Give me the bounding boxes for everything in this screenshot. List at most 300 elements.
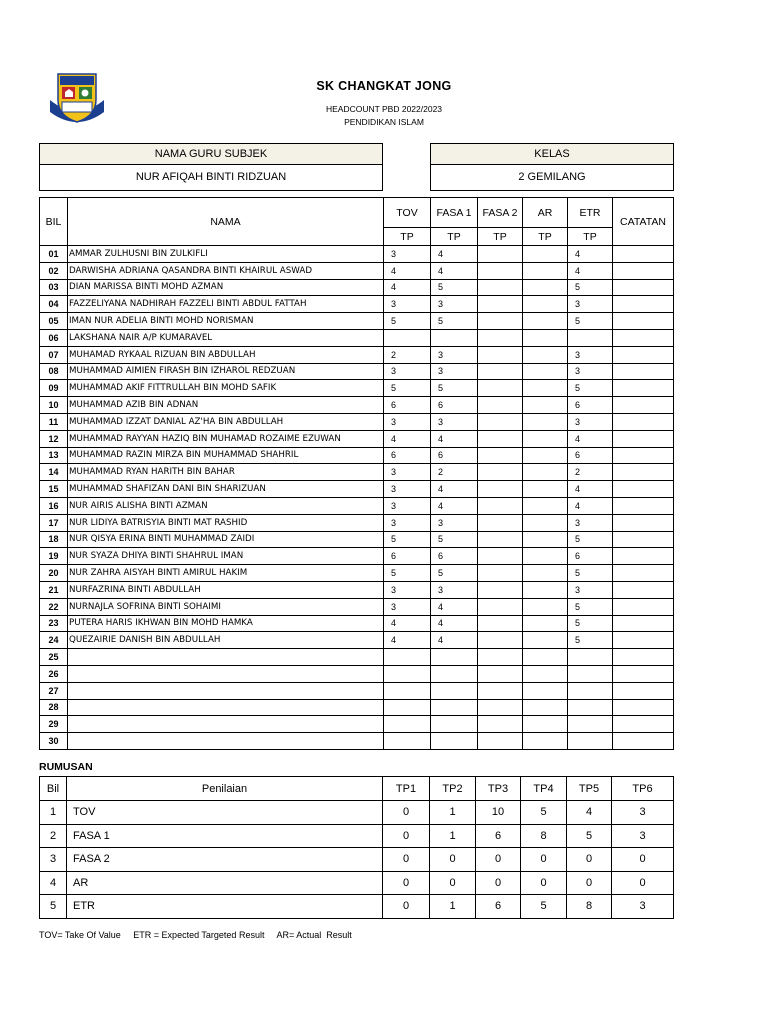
- catatan-cell: [613, 430, 674, 447]
- score-ar: [523, 665, 568, 682]
- row-bil: 16: [40, 497, 68, 514]
- score-f2: [478, 464, 523, 481]
- summary-row: [40, 895, 674, 919]
- score-tov: 4: [384, 615, 431, 632]
- score-etr: [568, 733, 613, 750]
- row-bil: 04: [40, 296, 68, 313]
- row-bil: 30: [40, 733, 68, 750]
- score-f1: 2: [431, 464, 478, 481]
- student-name: [68, 682, 384, 699]
- score-f2: [478, 497, 523, 514]
- summary-tp1-header: TP1: [383, 777, 430, 801]
- score-f1: 3: [431, 363, 478, 380]
- score-etr: 5: [568, 598, 613, 615]
- score-ar: [523, 413, 568, 430]
- student-name: NUR QISYA ERINA BINTI MUHAMMAD ZAIDI: [68, 531, 384, 548]
- catatan-cell: [613, 279, 674, 296]
- student-name: MUHAMMAD AIMIEN FIRASH BIN IZHAROL REDZUAN: [68, 363, 384, 380]
- score-tov: 3: [384, 514, 431, 531]
- catatan-cell: [613, 665, 674, 682]
- score-f1: 6: [431, 447, 478, 464]
- student-row: [40, 380, 674, 397]
- student-name: [68, 716, 384, 733]
- summary-row: [40, 824, 674, 848]
- student-row: [40, 649, 674, 666]
- summary-tp3-header: TP3: [476, 777, 521, 801]
- score-ar: [523, 581, 568, 598]
- student-name: IMAN NUR ADELIA BINTI MOHD NORISMAN: [68, 313, 384, 330]
- summary-bil: 3: [40, 848, 67, 872]
- score-f1: 5: [431, 380, 478, 397]
- student-name: MUHAMMAD AZIB BIN ADNAN: [68, 397, 384, 414]
- score-ar: [523, 565, 568, 582]
- score-tov: [384, 699, 431, 716]
- score-ar: [523, 346, 568, 363]
- score-etr: [568, 665, 613, 682]
- score-tov: 3: [384, 464, 431, 481]
- score-f1: 3: [431, 413, 478, 430]
- summary-bil: 5: [40, 895, 67, 919]
- summary-penilaian: ETR: [67, 895, 383, 919]
- catatan-cell: [613, 497, 674, 514]
- row-bil: 10: [40, 397, 68, 414]
- row-bil: 09: [40, 380, 68, 397]
- row-bil: 23: [40, 615, 68, 632]
- row-bil: 22: [40, 598, 68, 615]
- row-bil: 15: [40, 481, 68, 498]
- teacher-name: NUR AFIQAH BINTI RIDZUAN: [135, 171, 287, 183]
- score-etr: 5: [568, 632, 613, 649]
- summary-tp1-value: 0: [383, 895, 430, 919]
- student-table: [39, 197, 674, 750]
- score-etr: [568, 699, 613, 716]
- score-etr: 2: [568, 464, 613, 481]
- catatan-cell: [613, 649, 674, 666]
- score-etr: [568, 329, 613, 346]
- score-f2: [478, 296, 523, 313]
- summary-tp6-value: 3: [612, 801, 674, 825]
- score-ar: [523, 246, 568, 263]
- score-ar: [523, 447, 568, 464]
- summary-tp5-header: TP5: [567, 777, 612, 801]
- score-f1: [431, 665, 478, 682]
- row-bil: 24: [40, 632, 68, 649]
- row-bil: 25: [40, 649, 68, 666]
- catatan-cell: [613, 514, 674, 531]
- student-name: NURFAZRINA BINTI ABDULLAH: [68, 581, 384, 598]
- summary-tp2-value: 0: [430, 848, 476, 872]
- col-fasa2-header: FASA 2: [478, 198, 523, 228]
- score-f2: [478, 246, 523, 263]
- summary-tp6-header: TP6: [612, 777, 674, 801]
- student-name: MUHAMMAD IZZAT DANIAL AZ'HA BIN ABDULLAH: [68, 413, 384, 430]
- catatan-cell: [613, 329, 674, 346]
- score-f2: [478, 581, 523, 598]
- catatan-cell: [613, 682, 674, 699]
- score-tov: 5: [384, 313, 431, 330]
- summary-tp6-value: 3: [612, 824, 674, 848]
- student-row: [40, 279, 674, 296]
- student-row: [40, 598, 674, 615]
- score-etr: 3: [568, 514, 613, 531]
- student-name: [68, 699, 384, 716]
- score-ar: [523, 262, 568, 279]
- score-f1: 5: [431, 313, 478, 330]
- catatan-cell: [613, 699, 674, 716]
- score-etr: 5: [568, 615, 613, 632]
- fasa1-tp-subheader: TP: [431, 228, 478, 246]
- score-ar: [523, 632, 568, 649]
- student-name: MUHAMMAD RYAN HARITH BIN BAHAR: [68, 464, 384, 481]
- headcount-title: HEADCOUNT PBD 2022/2023: [325, 104, 443, 114]
- score-f2: [478, 514, 523, 531]
- summary-tp3-value: 0: [476, 871, 521, 895]
- col-nama-header: NAMA: [68, 198, 384, 246]
- student-name: NURNAJLA SOFRINA BINTI SOHAIMI: [68, 598, 384, 615]
- student-name: MUHAMMAD RAZIN MIRZA BIN MUHAMMAD SHAHRIL: [68, 447, 384, 464]
- student-name: PUTERA HARIS IKHWAN BIN MOHD HAMKA: [68, 615, 384, 632]
- catatan-cell: [613, 531, 674, 548]
- catatan-cell: [613, 380, 674, 397]
- score-etr: [568, 682, 613, 699]
- score-f1: [431, 733, 478, 750]
- summary-tp2-value: 1: [430, 824, 476, 848]
- score-f1: [431, 699, 478, 716]
- teacher-label: NAMA GURU SUBJEK: [40, 144, 382, 165]
- summary-tp4-value: 8: [521, 824, 567, 848]
- score-f1: [431, 682, 478, 699]
- student-row: [40, 363, 674, 380]
- student-name: DARWISHA ADRIANA QASANDRA BINTI KHAIRUL ASWAD: [68, 262, 384, 279]
- student-name: MUHAMMAD RAYYAN HAZIQ BIN MUHAMAD ROZAIME EZUWAN: [68, 430, 384, 447]
- score-f1: 4: [431, 497, 478, 514]
- score-f2: [478, 363, 523, 380]
- student-name: NUR LIDIYA BATRISYIA BINTI MAT RASHID: [68, 514, 384, 531]
- score-etr: 5: [568, 313, 613, 330]
- score-f2: [478, 397, 523, 414]
- catatan-cell: [613, 296, 674, 313]
- student-row: [40, 615, 674, 632]
- score-f1: 3: [431, 346, 478, 363]
- score-ar: [523, 531, 568, 548]
- score-etr: [568, 649, 613, 666]
- score-f1: [431, 649, 478, 666]
- summary-penilaian: FASA 2: [67, 848, 383, 872]
- catatan-cell: [613, 565, 674, 582]
- row-bil: 28: [40, 699, 68, 716]
- score-f1: 4: [431, 246, 478, 263]
- score-etr: 6: [568, 447, 613, 464]
- row-bil: 05: [40, 313, 68, 330]
- student-row: [40, 464, 674, 481]
- student-row: [40, 716, 674, 733]
- score-f2: [478, 262, 523, 279]
- student-name: NUR AIRIS ALISHA BINTI AZMAN: [68, 497, 384, 514]
- score-tov: 5: [384, 565, 431, 582]
- row-bil: 19: [40, 548, 68, 565]
- row-bil: 27: [40, 682, 68, 699]
- score-ar: [523, 481, 568, 498]
- score-ar: [523, 598, 568, 615]
- teacher-box: [39, 143, 383, 191]
- score-ar: [523, 329, 568, 346]
- class-box: [430, 143, 674, 191]
- score-f2: [478, 531, 523, 548]
- student-row: [40, 262, 674, 279]
- score-tov: 5: [384, 380, 431, 397]
- catatan-cell: [613, 733, 674, 750]
- summary-tp5-value: 8: [567, 895, 612, 919]
- student-row: [40, 565, 674, 582]
- student-row: [40, 733, 674, 750]
- score-ar: [523, 649, 568, 666]
- student-row: [40, 481, 674, 498]
- student-row: [40, 346, 674, 363]
- summary-penilaian: AR: [67, 871, 383, 895]
- student-row: [40, 497, 674, 514]
- score-tov: 5: [384, 531, 431, 548]
- summary-bil: 2: [40, 824, 67, 848]
- score-ar: [523, 380, 568, 397]
- score-f2: [478, 733, 523, 750]
- score-f2: [478, 313, 523, 330]
- score-tov: 4: [384, 279, 431, 296]
- student-row: [40, 682, 674, 699]
- row-bil: 20: [40, 565, 68, 582]
- score-ar: [523, 514, 568, 531]
- col-fasa1-header: FASA 1: [431, 198, 478, 228]
- catatan-cell: [613, 615, 674, 632]
- ar-tp-subheader: TP: [523, 228, 568, 246]
- row-bil: 02: [40, 262, 68, 279]
- score-etr: 3: [568, 581, 613, 598]
- score-tov: 6: [384, 548, 431, 565]
- row-bil: 13: [40, 447, 68, 464]
- score-f2: [478, 632, 523, 649]
- student-row: [40, 665, 674, 682]
- class-label: KELAS: [431, 144, 673, 165]
- row-bil: 26: [40, 665, 68, 682]
- catatan-cell: [613, 346, 674, 363]
- score-tov: 3: [384, 413, 431, 430]
- catatan-cell: [613, 598, 674, 615]
- score-etr: 5: [568, 565, 613, 582]
- score-f2: [478, 598, 523, 615]
- score-tov: 4: [384, 632, 431, 649]
- row-bil: 03: [40, 279, 68, 296]
- student-row: [40, 632, 674, 649]
- score-f2: [478, 481, 523, 498]
- score-tov: [384, 329, 431, 346]
- subject-title: PENDIDIKAN ISLAM: [344, 117, 424, 127]
- score-ar: [523, 397, 568, 414]
- school-name: SK CHANGKAT JONG: [316, 79, 452, 93]
- summary-tp3-value: 6: [476, 824, 521, 848]
- student-name: [68, 733, 384, 750]
- score-ar: [523, 363, 568, 380]
- summary-row: [40, 871, 674, 895]
- score-etr: [568, 716, 613, 733]
- catatan-cell: [613, 262, 674, 279]
- summary-tp2-value: 0: [430, 871, 476, 895]
- score-tov: 3: [384, 363, 431, 380]
- score-f2: [478, 413, 523, 430]
- score-tov: 3: [384, 598, 431, 615]
- student-name: LAKSHANA NAIR A/P KUMARAVEL: [68, 329, 384, 346]
- summary-tp2-value: 1: [430, 895, 476, 919]
- score-f2: [478, 329, 523, 346]
- col-ar-header: AR: [523, 198, 568, 228]
- score-f2: [478, 430, 523, 447]
- col-catatan-header: CATATAN: [613, 198, 674, 246]
- rumusan-label: RUMUSAN: [39, 761, 93, 773]
- score-tov: [384, 682, 431, 699]
- summary-tp6-value: 0: [612, 848, 674, 872]
- score-ar: [523, 699, 568, 716]
- score-tov: 6: [384, 397, 431, 414]
- summary-tp3-value: 0: [476, 848, 521, 872]
- summary-tp3-value: 6: [476, 895, 521, 919]
- score-etr: 3: [568, 363, 613, 380]
- summary-tp1-value: 0: [383, 848, 430, 872]
- score-f2: [478, 682, 523, 699]
- row-bil: 01: [40, 246, 68, 263]
- score-f2: [478, 380, 523, 397]
- student-row: [40, 548, 674, 565]
- fasa2-tp-subheader: TP: [478, 228, 523, 246]
- score-f1: 3: [431, 581, 478, 598]
- summary-penilaian: FASA 1: [67, 824, 383, 848]
- student-row: [40, 296, 674, 313]
- score-f1: 5: [431, 565, 478, 582]
- score-f2: [478, 699, 523, 716]
- score-f1: 4: [431, 598, 478, 615]
- score-etr: 4: [568, 262, 613, 279]
- score-etr: 3: [568, 296, 613, 313]
- score-f1: 6: [431, 397, 478, 414]
- score-etr: 4: [568, 246, 613, 263]
- score-f2: [478, 447, 523, 464]
- student-name: FAZZELIYANA NADHIRAH FAZZELI BINTI ABDUL FATTAH: [68, 296, 384, 313]
- score-ar: [523, 682, 568, 699]
- score-etr: 4: [568, 430, 613, 447]
- score-ar: [523, 615, 568, 632]
- row-bil: 21: [40, 581, 68, 598]
- summary-tp2-header: TP2: [430, 777, 476, 801]
- summary-tp1-value: 0: [383, 801, 430, 825]
- score-tov: 3: [384, 581, 431, 598]
- summary-tp6-value: 0: [612, 871, 674, 895]
- score-etr: 5: [568, 380, 613, 397]
- score-tov: 2: [384, 346, 431, 363]
- student-row: [40, 581, 674, 598]
- score-etr: 5: [568, 531, 613, 548]
- score-f1: 6: [431, 548, 478, 565]
- score-f2: [478, 716, 523, 733]
- score-f1: 3: [431, 514, 478, 531]
- etr-tp-subheader: TP: [568, 228, 613, 246]
- summary-penilaian: TOV: [67, 801, 383, 825]
- summary-tp4-value: 0: [521, 848, 567, 872]
- student-row: [40, 430, 674, 447]
- row-bil: 11: [40, 413, 68, 430]
- student-row: [40, 699, 674, 716]
- catatan-cell: [613, 447, 674, 464]
- score-tov: 3: [384, 246, 431, 263]
- summary-tp5-value: 4: [567, 801, 612, 825]
- tov-tp-subheader: TP: [384, 228, 431, 246]
- summary-tp5-value: 0: [567, 848, 612, 872]
- score-etr: 6: [568, 397, 613, 414]
- score-ar: [523, 430, 568, 447]
- score-f1: 4: [431, 632, 478, 649]
- summary-tp5-value: 0: [567, 871, 612, 895]
- score-f1: 4: [431, 615, 478, 632]
- catatan-cell: [613, 716, 674, 733]
- score-ar: [523, 548, 568, 565]
- student-row: [40, 413, 674, 430]
- score-tov: 3: [384, 497, 431, 514]
- score-f2: [478, 346, 523, 363]
- score-ar: [523, 716, 568, 733]
- catatan-cell: [613, 632, 674, 649]
- score-etr: 3: [568, 413, 613, 430]
- student-row: [40, 397, 674, 414]
- catatan-cell: [613, 246, 674, 263]
- student-row: [40, 531, 674, 548]
- catatan-cell: [613, 548, 674, 565]
- student-name: MUHAMMAD SHAFIZAN DANI BIN SHARIZUAN: [68, 481, 384, 498]
- student-name: AMMAR ZULHUSNI BIN ZULKIFLI: [68, 246, 384, 263]
- summary-tp5-value: 5: [567, 824, 612, 848]
- score-f2: [478, 665, 523, 682]
- summary-table: [39, 776, 674, 919]
- catatan-cell: [613, 481, 674, 498]
- score-tov: [384, 716, 431, 733]
- col-tov-header: TOV: [384, 198, 431, 228]
- row-bil: 18: [40, 531, 68, 548]
- class-name: 2 GEMILANG: [518, 171, 586, 183]
- score-etr: 4: [568, 481, 613, 498]
- score-ar: [523, 279, 568, 296]
- score-etr: 6: [568, 548, 613, 565]
- score-f1: 5: [431, 531, 478, 548]
- student-name: NUR ZAHRA AISYAH BINTI AMIRUL HAKIM: [68, 565, 384, 582]
- col-bil-header: BIL: [40, 198, 68, 246]
- row-bil: 17: [40, 514, 68, 531]
- score-tov: [384, 733, 431, 750]
- catatan-cell: [613, 397, 674, 414]
- row-bil: 29: [40, 716, 68, 733]
- student-name: MUHAMAD RYKAAL RIZUAN BIN ABDULLAH: [68, 346, 384, 363]
- student-name: DIAN MARISSA BINTI MOHD AZMAN: [68, 279, 384, 296]
- student-row: [40, 329, 674, 346]
- score-f2: [478, 615, 523, 632]
- summary-tp4-value: 0: [521, 871, 567, 895]
- student-row: [40, 447, 674, 464]
- score-ar: [523, 313, 568, 330]
- legend-footnote: TOV= Take Of Value ETR = Expected Targeted Result AR= Actual Result: [39, 930, 352, 940]
- score-ar: [523, 464, 568, 481]
- score-f1: 4: [431, 430, 478, 447]
- row-bil: 06: [40, 329, 68, 346]
- score-tov: [384, 665, 431, 682]
- score-etr: 4: [568, 497, 613, 514]
- catatan-cell: [613, 363, 674, 380]
- score-tov: [384, 649, 431, 666]
- score-ar: [523, 296, 568, 313]
- row-bil: 07: [40, 346, 68, 363]
